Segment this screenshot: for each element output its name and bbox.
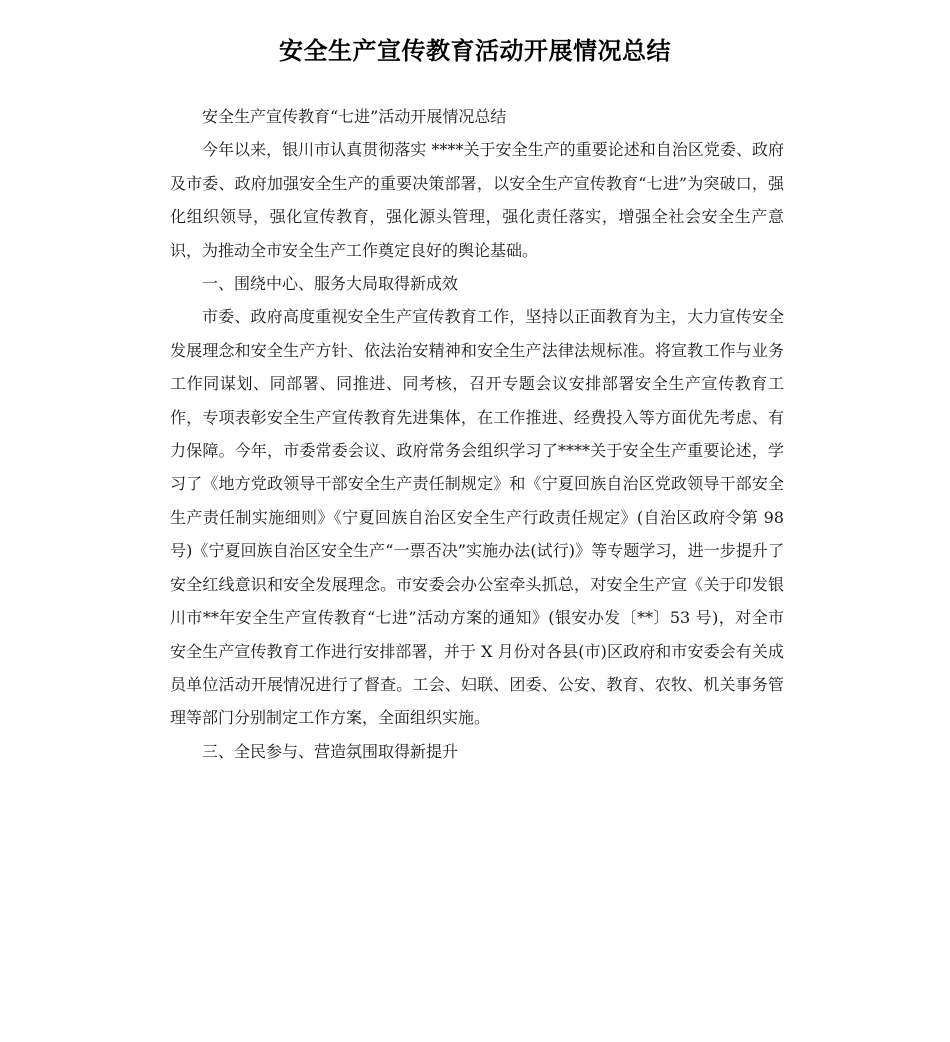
document-body	[170, 100, 784, 768]
section-heading-3: 三、全民参与、营造氛围取得新提升	[202, 741, 459, 761]
section-heading-1: 一、围绕中心、服务大局取得新成效	[202, 274, 459, 294]
paragraph-section-1: 市委、政府高度重视安全生产宣传教育工作，坚持以正面教育为主，大力宣传安全发展理念和安全生产方针、依法治安精神和安全生产法律法规标准。将宣教工作与业务工作同谋划、同部署、同推进、同考核，召开专题会议安排部署安全生产宣传教育工作，专项表彰安全生产宣传教育先进集体，在工作推进、经费投入等方面优先考虑、有力保障。今年，市委常委会议、政府常务会组织学习了****关于安全生产重要论述，学习了《地方党政领导干部安全生产责任制规定》和《宁夏回族自治区党政领导干部安全生产责任制实施细则》《宁夏回族自治区安全生产行政责任规定》(自治区政府令第 98 号)《宁夏回族自治区安全生产“一票否决”实施办法(试行)》等专题学习，进一步提升了安全红线意识和安全发展理念。市安委会办公室牵头抓总，对安全生产宣《关于印发银川市**年安全生产宣传教育“七进”活动方案的通知》(银安办发〔**〕53 号)，对全市安全生产宣传教育工作进行安排部署，并于 X 月份对各县(市)区政府和市安委会有关成员单位活动开展情况进行了督查。工会、妇联、团委、公安、教育、农牧、机关事务管理等部门分别制定工作方案，全面组织实施。	[170, 307, 784, 728]
paragraph-intro: 今年以来，银川市认真贯彻落实 ****关于安全生产的重要论述和自治区党委、政府及市委、政府加强安全生产的重要决策部署，以安全生产宣传教育“七进”为突破口，强化组织领导，强化宣传教育，强化源头管理，强化责任落实，增强全社会安全生产意识，为推动全市安全生产工作奠定良好的舆论基础。	[170, 140, 784, 260]
document-title: 安全生产宣传教育活动开展情况总结	[279, 37, 671, 65]
paragraph-subtitle: 安全生产宣传教育“七进”活动开展情况总结	[202, 107, 507, 126]
